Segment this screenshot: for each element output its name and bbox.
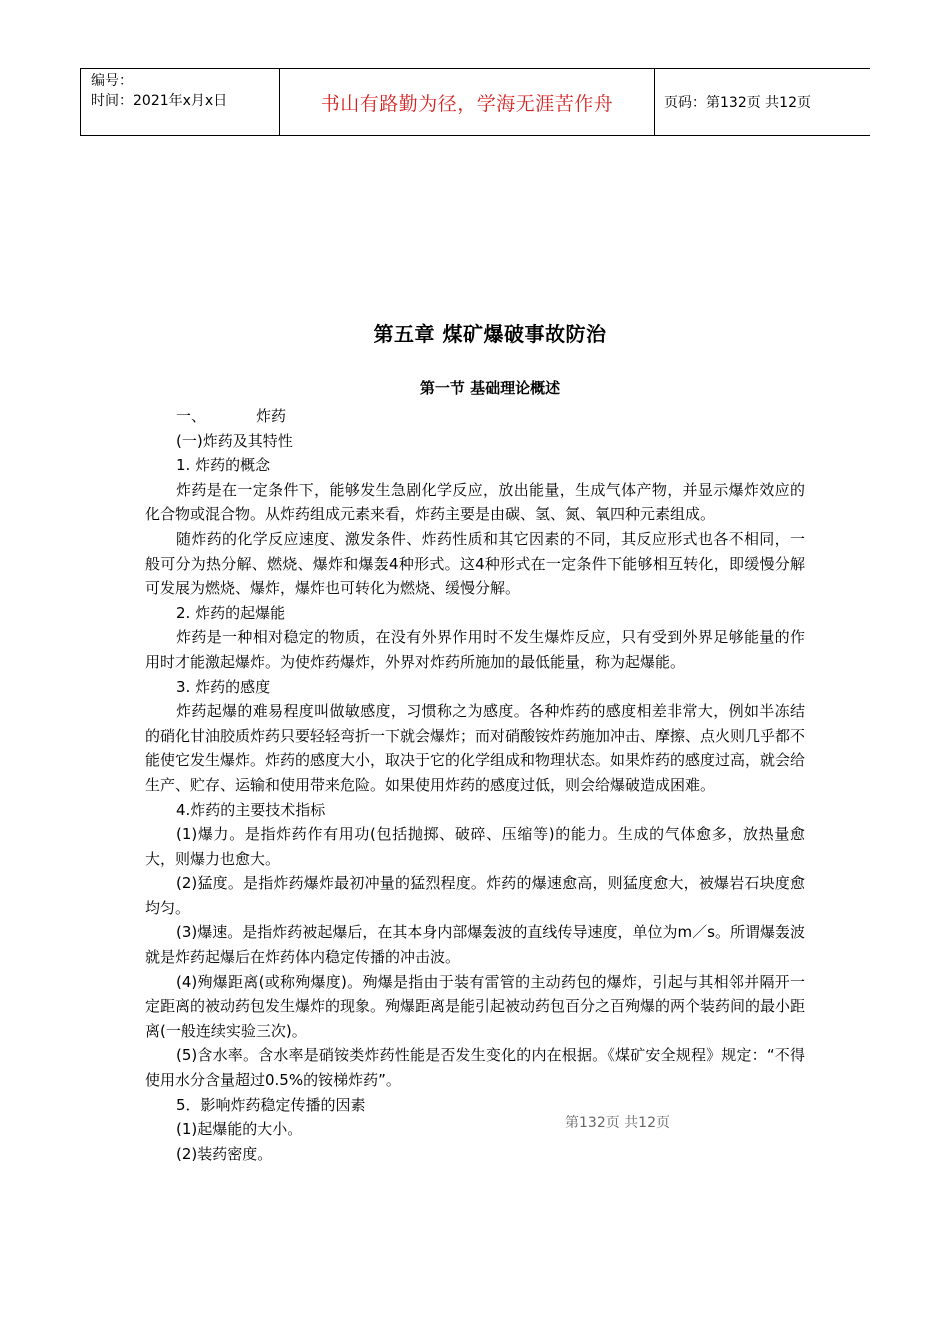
page-info: 页码：第132页 共12页 (664, 95, 811, 111)
page-footer-overlay: 第132页 共12页 (565, 1115, 670, 1131)
heading-sensitivity: 3. 炸药的感度 (176, 677, 271, 696)
heading-initiation-energy: 2. 炸药的起爆能 (176, 603, 286, 622)
document-body (145, 318, 805, 1166)
heading-technical-indicators: 4.炸药的主要技术指标 (176, 800, 326, 819)
time-label: 时间：2021年x月x日 (91, 93, 228, 109)
number-label: 编号： (91, 73, 133, 89)
section-title: 第一节 基础理论概述 (419, 379, 561, 397)
paragraph-concept: 炸药是在一定条件下，能够发生急剧化学反应，放出能量，生成气体产物，并显示爆炸效应的化合物或混合物。从炸药组成元素来看，炸药主要是由碳、氢、氮、氧四种元素组成。 (145, 480, 805, 524)
paragraph-sympathetic-distance: (4)殉爆距离(或称殉爆度)。殉爆是指由于装有雷管的主动药包的爆炸，引起与其相邻并隔开一定距离的被动药包发生爆炸的现象。殉爆距离是能引起被动药包百分之百殉爆的两个装药间的最小距离(一般连续实验三次)。 (145, 972, 806, 1040)
paragraph-initiation-energy: 炸药是一种相对稳定的物质，在没有外界作用时不发生爆炸反应，只有受到外界足够能量的作用时才能激起爆炸。为使炸药爆炸，外界对炸药所施加的最低能量，称为起爆能。 (145, 628, 805, 671)
chapter-title: 第五章 煤矿爆破事故防治 (373, 322, 607, 346)
paragraph-reaction-forms: 随炸药的化学反应速度、激发条件、炸药性质和其它因素的不同，其反应形式也各不相同，一般可分为热分解、燃烧、爆炸和爆轰4种形式。这4种形式在一定条件下能够相互转化，即缓慢分解可发展为燃烧、爆炸，爆炸也可转化为燃烧、缓慢分解。 (145, 529, 805, 598)
paragraph-water-content: (5)含水率。含水率是硝铵类炸药性能是否发生变化的内在根据。《煤矿安全规程》规定：“不得使用水分含量超过0.5%的铵梯炸药”。 (145, 1046, 805, 1090)
motto-text: 书山有路勤为径，学海无涯苦作舟 (320, 92, 614, 115)
paragraph-velocity: (3)爆速。是指炸药被起爆后，在其本身内部爆轰波的直线传导速度，单位为m／s。所谓爆轰波就是炸药起爆后在炸药体内稳定传播的冲击波。 (145, 923, 805, 967)
header-table (80, 68, 870, 136)
header-info-cell (80, 69, 280, 135)
header-motto-cell (280, 69, 655, 135)
heading-explosives (145, 404, 805, 429)
paragraph-brisance: (2)猛度。是指炸药爆炸最初冲量的猛烈程度。炸药的爆速愈高，则猛度愈大，被爆岩石块度愈均匀。 (145, 874, 805, 917)
header-page-cell (655, 69, 870, 135)
list-item-charge-density: (2)装药密度。 (176, 1144, 273, 1163)
item-number: 一、 (176, 407, 207, 425)
list-item-initiation-energy: (1)起爆能的大小。 (176, 1120, 303, 1139)
heading-stable-propagation: 5．影响炸药稳定传播的因素 (176, 1095, 366, 1114)
item-text: 炸药 (256, 407, 287, 425)
paragraph-power: (1)爆力。是指炸药作有用功(包括抛掷、破碎、压缩等)的能力。生成的气体愈多，放热量愈大，则爆力也愈大。 (145, 825, 805, 868)
paragraph-sensitivity: 炸药起爆的难易程度叫做敏感度，习惯称之为感度。各种炸药的感度相差非常大，例如半冻结的硝化甘油胶质炸药只要轻轻弯折一下就会爆炸；而对硝酸铵炸药施加冲击、摩擦、点火则几乎都不能使它发生爆炸。炸药的感度大小，取决于它的化学组成和物理状态。如果炸药的感度过高，就会给生产、贮存、运输和使用带来危险。如果使用炸药的感度过低，则会给爆破造成困难。 (145, 702, 806, 794)
heading-concept: 1. 炸药的概念 (176, 456, 271, 475)
subheading-properties: (一)炸药及其特性 (176, 431, 293, 450)
